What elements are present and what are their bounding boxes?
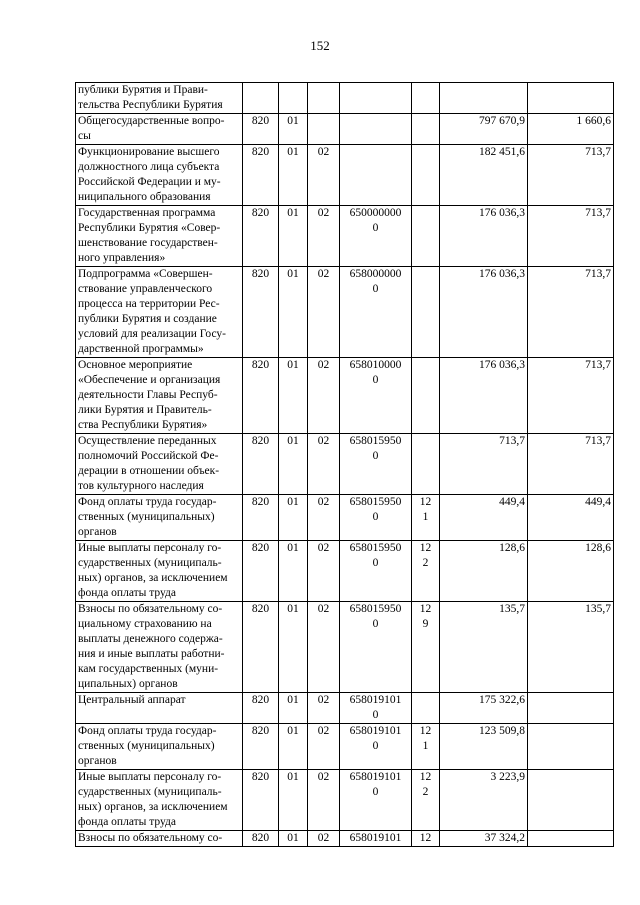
row-name-cell: публики Бурятия и Прави- тельства Республики Бурятия bbox=[76, 83, 243, 114]
row-target-article-cell bbox=[340, 83, 412, 114]
table-row bbox=[76, 114, 614, 145]
table-row bbox=[76, 602, 614, 693]
row-expense-type-cell bbox=[412, 693, 440, 724]
row-target-article-cell: 658010000 0 bbox=[340, 358, 412, 434]
table-row bbox=[76, 358, 614, 434]
row-amount-total-cell: 797 670,9 bbox=[440, 114, 528, 145]
row-target-article-cell: 658015950 0 bbox=[340, 434, 412, 495]
row-target-article-cell: 658019101 0 bbox=[340, 724, 412, 770]
row-admin-code-cell: 820 bbox=[243, 434, 279, 495]
row-amount-federal-cell: 713,7 bbox=[528, 206, 614, 267]
row-subsection-cell: 02 bbox=[308, 724, 340, 770]
row-section-cell: 01 bbox=[279, 267, 308, 358]
table-row bbox=[76, 434, 614, 495]
row-subsection-cell: 02 bbox=[308, 145, 340, 206]
row-admin-code-cell bbox=[243, 83, 279, 114]
row-section-cell: 01 bbox=[279, 724, 308, 770]
page-number: 152 bbox=[310, 38, 330, 53]
row-target-article-cell: 658019101 0 bbox=[340, 770, 412, 831]
row-admin-code-cell: 820 bbox=[243, 602, 279, 693]
row-admin-code-cell: 820 bbox=[243, 267, 279, 358]
row-target-article-cell: 658000000 0 bbox=[340, 267, 412, 358]
row-expense-type-cell: 12 2 bbox=[412, 770, 440, 831]
table-row bbox=[76, 145, 614, 206]
row-section-cell: 01 bbox=[279, 693, 308, 724]
row-amount-federal-cell bbox=[528, 831, 614, 847]
row-amount-total-cell: 37 324,2 bbox=[440, 831, 528, 847]
budget-table-body bbox=[76, 83, 614, 847]
row-admin-code-cell: 820 bbox=[243, 693, 279, 724]
row-subsection-cell: 02 bbox=[308, 267, 340, 358]
row-amount-total-cell bbox=[440, 83, 528, 114]
row-expense-type-cell bbox=[412, 267, 440, 358]
row-expense-type-cell: 12 1 bbox=[412, 495, 440, 541]
table-row bbox=[76, 693, 614, 724]
row-section-cell: 01 bbox=[279, 145, 308, 206]
row-section-cell: 01 bbox=[279, 831, 308, 847]
row-amount-total-cell: 449,4 bbox=[440, 495, 528, 541]
row-section-cell: 01 bbox=[279, 114, 308, 145]
row-admin-code-cell: 820 bbox=[243, 495, 279, 541]
row-admin-code-cell: 820 bbox=[243, 724, 279, 770]
row-section-cell: 01 bbox=[279, 495, 308, 541]
budget-table bbox=[75, 82, 614, 847]
row-amount-total-cell: 176 036,3 bbox=[440, 267, 528, 358]
row-amount-federal-cell bbox=[528, 693, 614, 724]
row-target-article-cell: 658019101 0 bbox=[340, 693, 412, 724]
row-amount-federal-cell: 713,7 bbox=[528, 358, 614, 434]
row-subsection-cell: 02 bbox=[308, 434, 340, 495]
row-amount-total-cell: 176 036,3 bbox=[440, 358, 528, 434]
row-target-article-cell: 658015950 0 bbox=[340, 602, 412, 693]
row-section-cell: 01 bbox=[279, 770, 308, 831]
row-amount-federal-cell: 128,6 bbox=[528, 541, 614, 602]
row-amount-federal-cell bbox=[528, 83, 614, 114]
row-amount-total-cell: 176 036,3 bbox=[440, 206, 528, 267]
row-target-article-cell: 650000000 0 bbox=[340, 206, 412, 267]
table-row bbox=[76, 770, 614, 831]
row-amount-federal-cell: 713,7 bbox=[528, 267, 614, 358]
row-name-cell: Центральный аппарат bbox=[76, 693, 243, 724]
row-name-cell: Подпрограмма «Совершен- ствование управленческого процесса на территории Рес- публики Бурятия и создание условий для реализации Госу- дарственной программы» bbox=[76, 267, 243, 358]
row-name-cell: Фонд оплаты труда государ- ственных (муниципальных) органов bbox=[76, 495, 243, 541]
row-target-article-cell: 658015950 0 bbox=[340, 495, 412, 541]
row-section-cell: 01 bbox=[279, 206, 308, 267]
row-amount-total-cell: 175 322,6 bbox=[440, 693, 528, 724]
row-section-cell: 01 bbox=[279, 358, 308, 434]
row-section-cell: 01 bbox=[279, 541, 308, 602]
row-amount-total-cell: 128,6 bbox=[440, 541, 528, 602]
table-row bbox=[76, 831, 614, 847]
row-admin-code-cell: 820 bbox=[243, 114, 279, 145]
row-subsection-cell: 02 bbox=[308, 831, 340, 847]
row-admin-code-cell: 820 bbox=[243, 358, 279, 434]
row-amount-total-cell: 135,7 bbox=[440, 602, 528, 693]
row-subsection-cell: 02 bbox=[308, 602, 340, 693]
row-admin-code-cell: 820 bbox=[243, 206, 279, 267]
table-row bbox=[76, 267, 614, 358]
row-amount-federal-cell: 449,4 bbox=[528, 495, 614, 541]
table-row bbox=[76, 541, 614, 602]
row-amount-federal-cell bbox=[528, 770, 614, 831]
row-section-cell: 01 bbox=[279, 434, 308, 495]
row-amount-federal-cell: 713,7 bbox=[528, 145, 614, 206]
row-admin-code-cell: 820 bbox=[243, 831, 279, 847]
row-subsection-cell: 02 bbox=[308, 358, 340, 434]
row-expense-type-cell: 12 bbox=[412, 831, 440, 847]
row-amount-total-cell: 3 223,9 bbox=[440, 770, 528, 831]
table-row bbox=[76, 495, 614, 541]
row-admin-code-cell: 820 bbox=[243, 541, 279, 602]
row-name-cell: Государственная программа Республики Бурятия «Совер- шенствование государствен- ного управления» bbox=[76, 206, 243, 267]
row-expense-type-cell bbox=[412, 206, 440, 267]
row-subsection-cell bbox=[308, 114, 340, 145]
row-expense-type-cell: 12 1 bbox=[412, 724, 440, 770]
row-name-cell: Общегосударственные вопро- сы bbox=[76, 114, 243, 145]
row-name-cell: Взносы по обязательному со- bbox=[76, 831, 243, 847]
row-amount-total-cell: 713,7 bbox=[440, 434, 528, 495]
row-expense-type-cell bbox=[412, 83, 440, 114]
row-name-cell: Функционирование высшего должностного лица субъекта Российской Федерации и му- ниципального образования bbox=[76, 145, 243, 206]
row-target-article-cell bbox=[340, 114, 412, 145]
row-section-cell: 01 bbox=[279, 602, 308, 693]
row-admin-code-cell: 820 bbox=[243, 770, 279, 831]
row-name-cell: Взносы по обязательному со- циальному страхованию на выплаты денежного содержа- ния и иные выплаты работни- кам государственных (муни- ципальных) органов bbox=[76, 602, 243, 693]
row-expense-type-cell: 12 2 bbox=[412, 541, 440, 602]
row-name-cell: Фонд оплаты труда государ- ственных (муниципальных) органов bbox=[76, 724, 243, 770]
row-name-cell: Иные выплаты персоналу го- сударственных (муниципаль- ных) органов, за исключением фонда оплаты труда bbox=[76, 541, 243, 602]
table-row bbox=[76, 724, 614, 770]
row-subsection-cell: 02 bbox=[308, 770, 340, 831]
row-target-article-cell: 658019101 bbox=[340, 831, 412, 847]
row-amount-federal-cell: 1 660,6 bbox=[528, 114, 614, 145]
row-target-article-cell bbox=[340, 145, 412, 206]
row-expense-type-cell bbox=[412, 114, 440, 145]
row-subsection-cell bbox=[308, 83, 340, 114]
row-subsection-cell: 02 bbox=[308, 693, 340, 724]
row-subsection-cell: 02 bbox=[308, 541, 340, 602]
row-subsection-cell: 02 bbox=[308, 495, 340, 541]
row-name-cell: Основное мероприятие «Обеспечение и организация деятельности Главы Респуб- лики Бурятия и Правитель- ства Республики Бурятия» bbox=[76, 358, 243, 434]
row-amount-total-cell: 182 451,6 bbox=[440, 145, 528, 206]
row-amount-federal-cell: 135,7 bbox=[528, 602, 614, 693]
row-target-article-cell: 658015950 0 bbox=[340, 541, 412, 602]
row-amount-federal-cell: 713,7 bbox=[528, 434, 614, 495]
row-name-cell: Иные выплаты персоналу го- сударственных (муниципаль- ных) органов, за исключением фонда оплаты труда bbox=[76, 770, 243, 831]
table-row bbox=[76, 206, 614, 267]
row-name-cell: Осуществление переданных полномочий Российской Фе- дерации в отношении объек- тов культурного наследия bbox=[76, 434, 243, 495]
row-expense-type-cell bbox=[412, 434, 440, 495]
row-admin-code-cell: 820 bbox=[243, 145, 279, 206]
row-section-cell bbox=[279, 83, 308, 114]
table-row bbox=[76, 83, 614, 114]
row-expense-type-cell bbox=[412, 145, 440, 206]
row-subsection-cell: 02 bbox=[308, 206, 340, 267]
row-amount-total-cell: 123 509,8 bbox=[440, 724, 528, 770]
row-expense-type-cell: 12 9 bbox=[412, 602, 440, 693]
row-amount-federal-cell bbox=[528, 724, 614, 770]
row-expense-type-cell bbox=[412, 358, 440, 434]
